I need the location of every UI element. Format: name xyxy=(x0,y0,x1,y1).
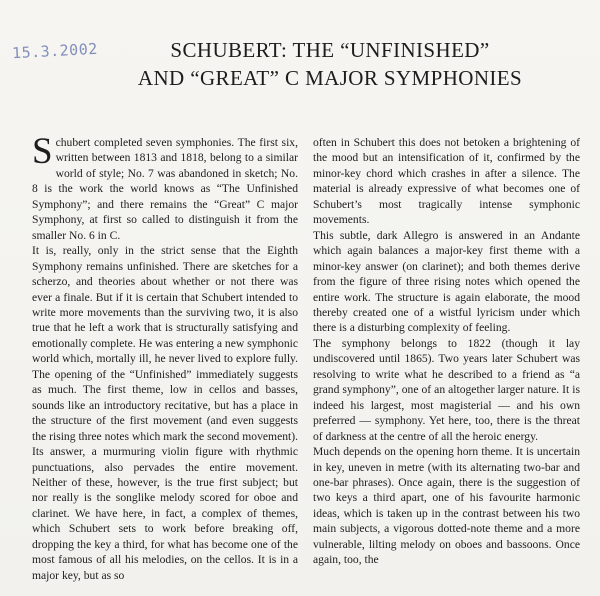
left-paragraph-1-text: chubert completed seven symphonies. The first six, written between 1813 and 1818, belong to a similar world of style; No. 7 was abandoned in sketch; No. 8 is the work the world knows as “The Unfinished Symphony”; and there remains the “Great” C major Symphony, at first so called to distinguish it from the smaller No. 6 in C. xyxy=(32,136,298,242)
left-paragraph-1 xyxy=(32,131,298,243)
page-title xyxy=(110,36,550,92)
right-paragraph-2: This subtle, dark Allegro is answered in an Andante which again balances a major-key first theme with a minor-key answer (on clarinet); and both themes derive from the figure of three rising notes which opened the entire work. The structure is again elaborate, the mood thereby created one of a wistful lyricism under which there is a disturbing complexity of feeling. xyxy=(313,228,580,335)
right-paragraph-1: often in Schubert this does not betoken a brightening of the mood but an intensification of it, confirmed by the minor-key chord which crashes in after a silence. The material is already expressive of what becomes one of Schubert’s most tragically intense symphonic movements. xyxy=(313,136,580,227)
left-paragraph-2: It is, really, only in the strict sense that the Eighth Symphony remains unfinished. There are sketches for a scherzo, and theories about whether or not there was ever a finale. But if it is certain that Schubert intended to write more movements than the surviving two, it is also true that he left a work that is structurally satisfying and emotionally complete. He was entering a new symphonic world which, mortally ill, he never lived to explore fully. The opening of the “Unfinished” immediately suggests as much. The first theme, low in cellos and basses, sounds like an introductory recitative, but has a place in the structure of the first movement (and even suggests the rising three notes which mark the second movement). Its answer, a murmuring violin figure with rhythmic punctuations, also pervades the entire movement. Neither of these, however, is the true first subject; but nor really is the songlike melody scored for oboe and clarinet. We have here, in fact, a complex of themes, which Schubert sets to work before breaking off, dropping the key a third, for what has become one of the most famous of all his melodies, on the cellos. It is in a major key, but as so xyxy=(32,244,298,582)
title-line-2: AND “GREAT” C MAJOR SYMPHONIES xyxy=(137,66,523,90)
right-paragraph-3: The symphony belongs to 1822 (though it lay undiscovered until 1865). Two years later Schubert was resolving to write what he described to a friend as “a grand symphony”, one of an altogether larger nature. It is indeed his largest, most magisterial — and his own preferred — symphony. Yet here, too, there is the threat of darkness at the centre of all the heroic energy. xyxy=(313,336,580,443)
right-paragraph-4: Much depends on the opening horn theme. It is uncertain in key, uneven in metre (with its alternating two-bar and one-bar phrases). Once again, there is the suggestion of two keys a third apart, one of his favourite harmonic ideas, which is taken up in the contrast between his two main subjects, a vigorous dotted-note theme and a more vulnerable, lilting melody on oboes and bassoons. Once again, too, the xyxy=(313,445,580,567)
right-column xyxy=(313,135,580,568)
handwritten-date-annotation: 15.3.2002 xyxy=(11,39,99,63)
drop-cap: S xyxy=(32,131,53,172)
left-column xyxy=(32,131,298,583)
title-line-1: SCHUBERT: THE “UNFINISHED” xyxy=(170,38,490,62)
